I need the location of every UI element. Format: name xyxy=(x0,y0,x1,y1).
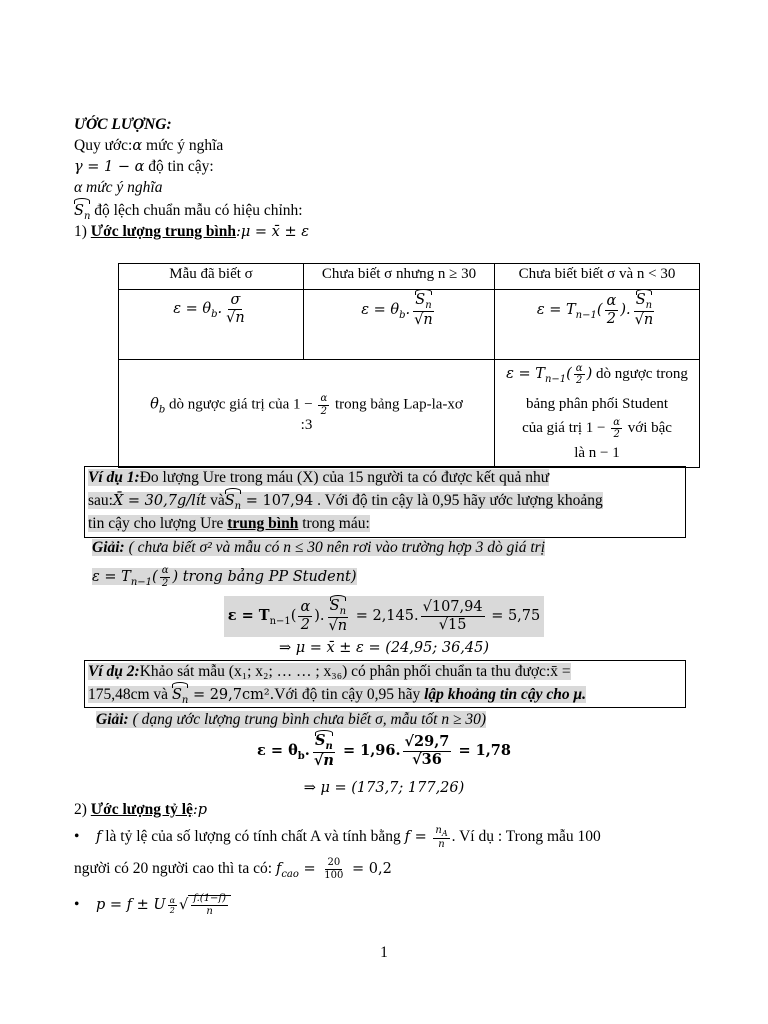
example2-line1: Ví dụ 2:Khảo sát mẫu (x₁; x₂; … … ; x₃₆) có phân phối chuẩn ta thu được:x̄ = xyxy=(88,663,571,680)
section1-title: 1) Ước lượng trung bình:μ = x̄ ± ε xyxy=(74,223,309,240)
table-header-small-sample: Chưa biết biết σ và n < 30 xyxy=(495,264,700,290)
convention-gamma: γ = 1 − α độ tin cậy: xyxy=(74,158,214,175)
example1-line1: Ví dụ 1:Đo lượng Ure trong máu (X) của 15 người ta có được kết quả như xyxy=(88,469,550,486)
formula-small-sample: $\varepsilon = T_{n-1}$( $\frac{\alpha}{2}$ ). $\frac{S_n}{√n}$ xyxy=(495,290,700,360)
estimation-table xyxy=(118,263,700,468)
solution1-equation: $\varepsilon = T_{n-1}$( $\frac{\alpha}{2}$ ). $\frac{S_n}{√n}$ = 2,145. $\frac{√107,94}{√15}$ = 5,75 xyxy=(0,596,768,637)
solution1-line2: $\varepsilon = T_{n-1}$( $\frac{\alpha}{2}$ ) trong bảng PP Student) xyxy=(92,565,357,589)
example1-line2: sau:X̄ = 30,7g/lít vàS$_n$ = 107,94 . Với độ tin cậy là 0,95 hãy ước lượng khoảng xyxy=(88,491,603,517)
solution2-result: ⇒ μ = (173,7; 177,26) xyxy=(303,780,465,796)
solution1-result: ⇒ μ = x̄ ± ε = (24,95; 36,45) xyxy=(278,640,490,656)
solution2-equation: $\varepsilon = \theta_b$. $\frac{S_n}{√n}$ = 1,96. $\frac{√29,7}{√36}$ = 1,78 xyxy=(257,732,511,770)
section2-example: người có 20 người cao thì ta có: $f_{cao}$ = $\frac{20}{100}$ = 0,2 xyxy=(74,857,392,881)
convention-sn: $S_n$ độ lệch chuẩn mẫu có hiệu chỉnh: xyxy=(74,201,303,227)
formula-large-sample: $\varepsilon = \theta_b$. $\frac{S_n}{√n}$ xyxy=(304,290,495,360)
section2-title: 2) Ước lượng tỷ lệ:p xyxy=(74,801,208,818)
example1-line3: tin cậy cho lượng Ure trung bình trong máu: xyxy=(88,515,370,532)
table-header-large-sample: Chưa biết σ nhưng n ≥ 30 xyxy=(304,264,495,290)
example2-line2: 175,48cm và $S_n$ = 29,7cm².Với độ tin cậy 0,95 hãy lập khoảng tin cậy cho μ. xyxy=(88,685,586,711)
solution2-note: Giải: ( dạng ước lượng trung bình chưa biết σ, mẫu tốt n ≥ 30) xyxy=(96,711,486,728)
convention-alpha: Quy ước:α mức ý nghĩa xyxy=(74,137,224,154)
formula-known-sigma: $\varepsilon = \theta_b$. $\frac{\sigma}{√n}$ xyxy=(119,290,304,360)
page-heading: ƯỚC LƯỢNG: xyxy=(74,116,172,133)
section2-bullet2: • p = f ± U $\frac{\alpha}{2}$ √ $\frac{f.(1-f)}{n}$ xyxy=(74,888,231,922)
convention-alpha-2: α mức ý nghĩa xyxy=(74,179,163,196)
section2-bullet1: • f là tỷ lệ của số lượng có tính chất A và tính bằng f = $\frac{n_A}{n}$ . Ví dụ : Trong mẫu 100 xyxy=(74,824,601,850)
page-number: 1 xyxy=(380,944,388,961)
note-student: $\varepsilon = T_{n-1}$( $\frac{\alpha}{2}$ ) dò ngược trong bảng phân phối Student của giá trị 1 − $\frac{\alpha}{2}$ với bậc là n − 1 xyxy=(495,360,700,468)
note-laplace: $\theta_b$ dò ngược giá trị của 1 − $\frac{\alpha}{2}$ trong bảng Lap-la-xơ :3 xyxy=(119,360,495,468)
table-header-known-sigma: Mẫu đã biết σ xyxy=(119,264,304,290)
solution1-line1: Giải: ( chưa biết σ² và mẫu có n ≤ 30 nên rơi vào trường hợp 3 dò giá trị xyxy=(92,539,545,556)
